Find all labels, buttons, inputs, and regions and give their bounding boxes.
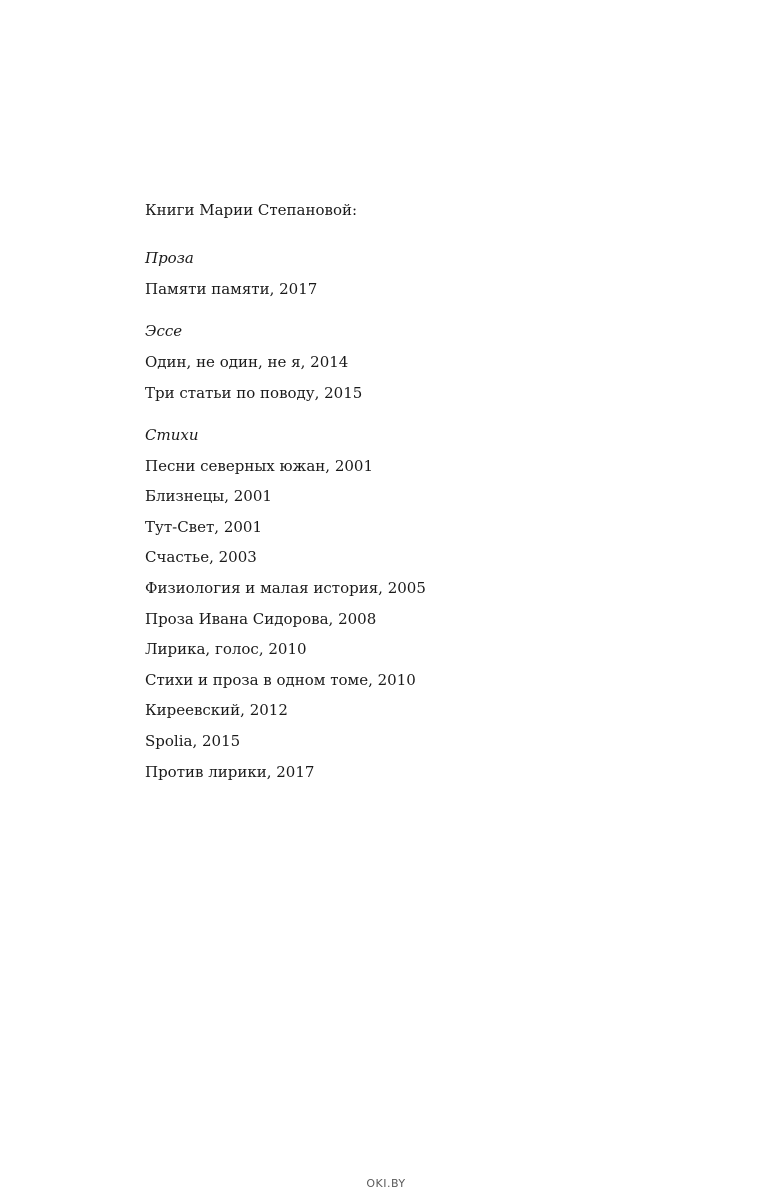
bibliography: [145, 200, 705, 804]
book-list-prose: [145, 279, 705, 299]
book-item: Проза Ивана Сидорова, 2008: [145, 609, 377, 628]
section-poems: [145, 425, 705, 782]
book-item: Близнецы, 2001: [145, 487, 272, 506]
book-item: Против лирики, 2017: [145, 762, 315, 781]
section-title-prose: Проза: [145, 249, 194, 267]
book-item: Spolia, 2015: [145, 731, 241, 750]
book-item: Три статьи по поводу, 2015: [145, 383, 363, 402]
book-item: Песни северных южан, 2001: [145, 456, 373, 475]
section-title-essays: Эссе: [145, 322, 183, 340]
watermark: OKI.BY: [366, 1177, 406, 1190]
book-item: Физиология и малая история, 2005: [145, 578, 426, 597]
section-essays: [145, 321, 705, 403]
book-item: Тут-Свет, 2001: [145, 517, 263, 536]
book-item: Памяти памяти, 2017: [145, 280, 318, 298]
book-item: Киреевский, 2012: [145, 701, 288, 720]
book-list-essays: [145, 352, 705, 403]
book-item: Стихи и проза в одном томе, 2010: [145, 670, 416, 689]
book-item: Лирика, голос, 2010: [145, 640, 307, 659]
section-prose: [145, 248, 705, 299]
book-item: Счастье, 2003: [145, 548, 257, 567]
section-title-poems: Стихи: [145, 425, 199, 444]
page-heading: Книги Марии Степановой:: [145, 201, 358, 219]
book-item: Один, не один, не я, 2014: [145, 353, 349, 371]
book-list-poems: [145, 456, 705, 782]
